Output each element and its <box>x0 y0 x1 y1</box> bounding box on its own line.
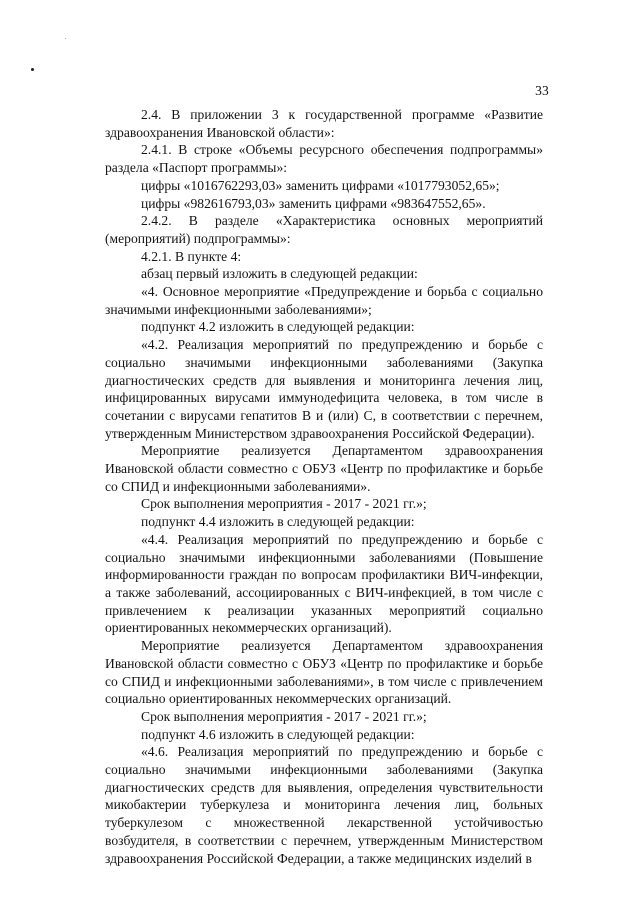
paragraph-subitem-4-6-intro: подпункт 4.6 изложить в следующей редакции: <box>141 726 415 742</box>
paragraph-2-4-2: 2.4.2. В разделе «Характеристика основных мероприятий (мероприятий) подпрограммы»: <box>105 213 543 246</box>
scan-speck <box>31 68 34 71</box>
scan-speck <box>65 38 66 39</box>
paragraph-figures-1: цифры «1016762293,03» заменить цифрами «1017793052,65»; <box>141 177 500 193</box>
paragraph-figures-2: цифры «982616793,03» заменить цифрами «983647552,65». <box>141 195 486 211</box>
document-body <box>105 106 543 867</box>
page-number: 33 <box>535 83 549 98</box>
paragraph-subitem-4-4-intro: подпункт 4.4 изложить в следующей редакции: <box>141 514 415 530</box>
paragraph-4-4-implementer: Мероприятие реализуется Департаментом здравоохранения Ивановской области совместно с ОБУЗ «Центр по профилактике и борьбе со СПИД и инфекционными заболеваниями», в том числе с привлечением социально ориентированных некоммерческих организаций. <box>105 638 543 707</box>
paragraph-4-4-term: Срок выполнения мероприятия - 2017 - 2021 гг.»; <box>141 708 427 724</box>
paragraph-main-measure-4: «4. Основное мероприятие «Предупреждение и борьба с социально значимыми инфекционными заболеваниями»; <box>105 284 543 317</box>
paragraph-subitem-4-2-intro: подпункт 4.2 изложить в следующей редакции: <box>141 319 415 335</box>
paragraph-4-2-1: 4.2.1. В пункте 4: <box>141 248 242 264</box>
paragraph-4-2-term: Срок выполнения мероприятия - 2017 - 2021 гг.»; <box>141 496 427 512</box>
paragraph-subitem-4-2: «4.2. Реализация мероприятий по предупреждению и борьбе с социально значимыми инфекционными заболеваниями (Закупка диагностических средств для выявления и мониторинга лечения лиц, инфицированных вирусами иммунодефицита человека, в том числе в сочетании с вирусами гепатитов В и (или) С, в соответствии с перечнем, утвержденным Министерством здравоохранения Российской Федерации). <box>105 337 543 441</box>
paragraph-2-4: 2.4. В приложении 3 к государственной программе «Развитие здравоохранения Ивановской области»: <box>105 107 543 140</box>
paragraph-first-abzac: абзац первый изложить в следующей редакции: <box>141 266 418 282</box>
paragraph-subitem-4-6: «4.6. Реализация мероприятий по предупреждению и борьбе с социально значимыми инфекционными заболеваниями (Закупка диагностических средств для выявления, определения чувствительности микобактерии туберкулеза и мониторинга лечения лиц, больных туберкулезом с множественной лекарственной устойчивостью возбудителя, в соответствии с перечнем, утвержденным Министерством здравоохранения Российской Федерации, а также медицинских изделий в <box>105 744 543 866</box>
paragraph-subitem-4-4: «4.4. Реализация мероприятий по предупреждению и борьбе с социально значимыми инфекционными заболеваниями (Повышение информированности граждан по вопросам профилактики ВИЧ-инфекции, а также заболеваний, ассоциированных с ВИЧ-инфекцией, в том числе с привлечением к реализации указанных мероприятий социально ориентированных некоммерческих организаций). <box>105 531 543 636</box>
paragraph-4-2-implementer: Мероприятие реализуется Департаментом здравоохранения Ивановской области совместно с ОБУЗ «Центр по профилактике и борьбе со СПИД и инфекционными заболеваниями». <box>105 443 543 494</box>
paragraph-2-4-1: 2.4.1. В строке «Объемы ресурсного обеспечения подпрограммы» раздела «Паспорт программы»: <box>105 142 543 176</box>
